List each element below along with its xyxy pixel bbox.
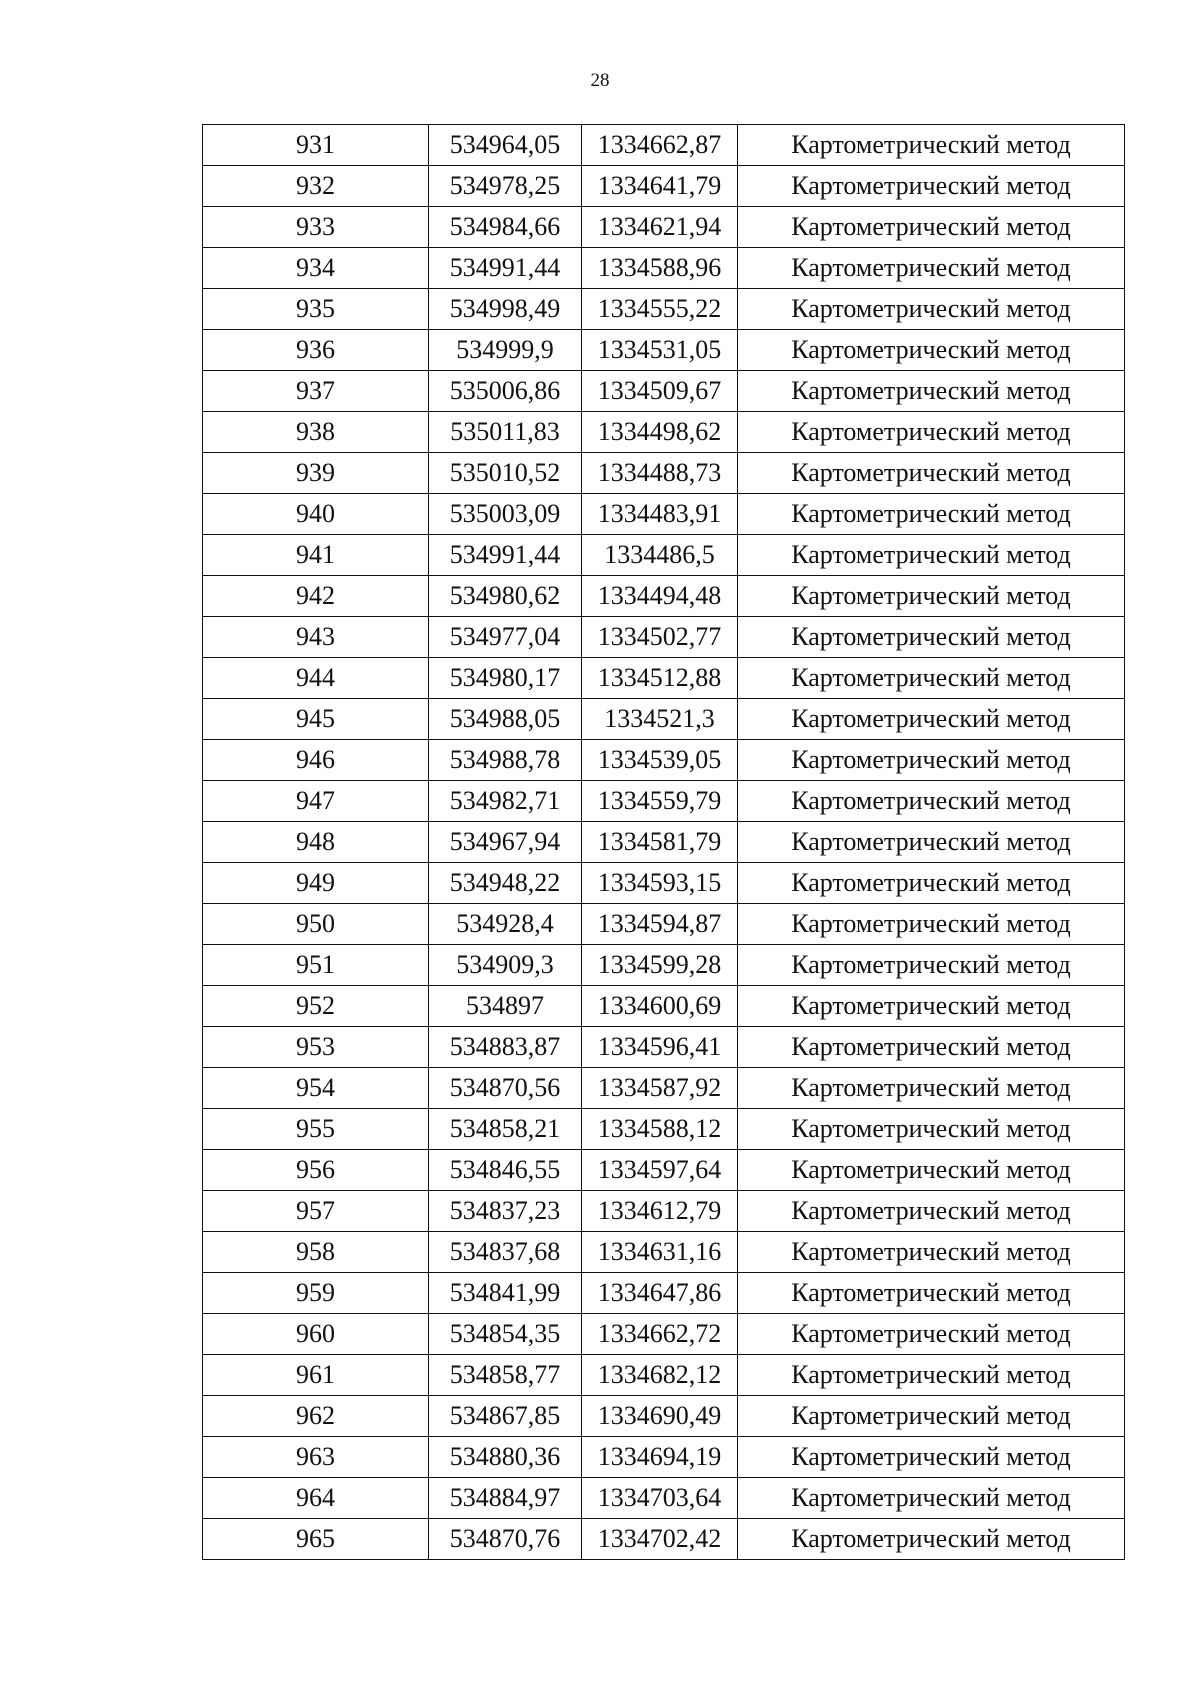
method-cell: Картометрический метод — [738, 781, 1125, 822]
table-row — [203, 986, 1125, 1027]
point-number-cell: 948 — [203, 822, 429, 863]
x-coordinate-cell: 534928,4 — [429, 904, 582, 945]
method-cell: Картометрический метод — [738, 1355, 1125, 1396]
table-row — [203, 289, 1125, 330]
table-row — [203, 453, 1125, 494]
y-coordinate-cell: 1334694,19 — [582, 1437, 738, 1478]
x-coordinate-cell: 534991,44 — [429, 535, 582, 576]
method-cell: Картометрический метод — [738, 740, 1125, 781]
coordinates-table — [202, 124, 1125, 1560]
x-coordinate-cell: 535011,83 — [429, 412, 582, 453]
x-coordinate-cell: 534854,35 — [429, 1314, 582, 1355]
x-coordinate-cell: 534841,99 — [429, 1273, 582, 1314]
x-coordinate-cell: 534980,17 — [429, 658, 582, 699]
method-cell: Картометрический метод — [738, 289, 1125, 330]
method-cell: Картометрический метод — [738, 535, 1125, 576]
method-cell: Картометрический метод — [738, 576, 1125, 617]
table-row — [203, 1150, 1125, 1191]
method-cell: Картометрический метод — [738, 1314, 1125, 1355]
x-coordinate-cell: 534883,87 — [429, 1027, 582, 1068]
table-row — [203, 1355, 1125, 1396]
x-coordinate-cell: 534837,68 — [429, 1232, 582, 1273]
page-number: 28 — [590, 70, 610, 91]
point-number-cell: 932 — [203, 166, 429, 207]
method-cell: Картометрический метод — [738, 494, 1125, 535]
y-coordinate-cell: 1334555,22 — [582, 289, 738, 330]
point-number-cell: 943 — [203, 617, 429, 658]
point-number-cell: 931 — [203, 125, 429, 166]
y-coordinate-cell: 1334587,92 — [582, 1068, 738, 1109]
method-cell: Картометрический метод — [738, 904, 1125, 945]
y-coordinate-cell: 1334488,73 — [582, 453, 738, 494]
y-coordinate-cell: 1334559,79 — [582, 781, 738, 822]
y-coordinate-cell: 1334690,49 — [582, 1396, 738, 1437]
x-coordinate-cell: 534858,77 — [429, 1355, 582, 1396]
x-coordinate-cell: 534967,94 — [429, 822, 582, 863]
point-number-cell: 938 — [203, 412, 429, 453]
point-number-cell: 953 — [203, 1027, 429, 1068]
table-row — [203, 658, 1125, 699]
table-row — [203, 1314, 1125, 1355]
y-coordinate-cell: 1334486,5 — [582, 535, 738, 576]
y-coordinate-cell: 1334703,64 — [582, 1478, 738, 1519]
method-cell: Картометрический метод — [738, 1273, 1125, 1314]
table-row — [203, 166, 1125, 207]
x-coordinate-cell: 534870,76 — [429, 1519, 582, 1560]
method-cell: Картометрический метод — [738, 1191, 1125, 1232]
x-coordinate-cell: 534982,71 — [429, 781, 582, 822]
point-number-cell: 949 — [203, 863, 429, 904]
point-number-cell: 941 — [203, 535, 429, 576]
y-coordinate-cell: 1334588,12 — [582, 1109, 738, 1150]
point-number-cell: 963 — [203, 1437, 429, 1478]
point-number-cell: 944 — [203, 658, 429, 699]
point-number-cell: 951 — [203, 945, 429, 986]
method-cell: Картометрический метод — [738, 863, 1125, 904]
y-coordinate-cell: 1334647,86 — [582, 1273, 738, 1314]
x-coordinate-cell: 535006,86 — [429, 371, 582, 412]
point-number-cell: 947 — [203, 781, 429, 822]
table-row — [203, 617, 1125, 658]
point-number-cell: 936 — [203, 330, 429, 371]
method-cell: Картометрический метод — [738, 1109, 1125, 1150]
x-coordinate-cell: 534988,05 — [429, 699, 582, 740]
y-coordinate-cell: 1334702,42 — [582, 1519, 738, 1560]
x-coordinate-cell: 534909,3 — [429, 945, 582, 986]
table-row — [203, 1273, 1125, 1314]
table-row — [203, 863, 1125, 904]
y-coordinate-cell: 1334662,72 — [582, 1314, 738, 1355]
y-coordinate-cell: 1334494,48 — [582, 576, 738, 617]
x-coordinate-cell: 534897 — [429, 986, 582, 1027]
y-coordinate-cell: 1334594,87 — [582, 904, 738, 945]
table-row — [203, 1068, 1125, 1109]
point-number-cell: 954 — [203, 1068, 429, 1109]
x-coordinate-cell: 534948,22 — [429, 863, 582, 904]
y-coordinate-cell: 1334597,64 — [582, 1150, 738, 1191]
y-coordinate-cell: 1334531,05 — [582, 330, 738, 371]
method-cell: Картометрический метод — [738, 371, 1125, 412]
method-cell: Картометрический метод — [738, 125, 1125, 166]
method-cell: Картометрический метод — [738, 412, 1125, 453]
x-coordinate-cell: 535003,09 — [429, 494, 582, 535]
y-coordinate-cell: 1334600,69 — [582, 986, 738, 1027]
table-row — [203, 248, 1125, 289]
y-coordinate-cell: 1334612,79 — [582, 1191, 738, 1232]
method-cell: Картометрический метод — [738, 699, 1125, 740]
point-number-cell: 955 — [203, 1109, 429, 1150]
method-cell: Картометрический метод — [738, 1232, 1125, 1273]
method-cell: Картометрический метод — [738, 1478, 1125, 1519]
method-cell: Картометрический метод — [738, 166, 1125, 207]
x-coordinate-cell: 534858,21 — [429, 1109, 582, 1150]
point-number-cell: 950 — [203, 904, 429, 945]
method-cell: Картометрический метод — [738, 1519, 1125, 1560]
y-coordinate-cell: 1334512,88 — [582, 658, 738, 699]
point-number-cell: 952 — [203, 986, 429, 1027]
x-coordinate-cell: 534978,25 — [429, 166, 582, 207]
method-cell: Картометрический метод — [738, 986, 1125, 1027]
point-number-cell: 961 — [203, 1355, 429, 1396]
point-number-cell: 957 — [203, 1191, 429, 1232]
table-row — [203, 1109, 1125, 1150]
table-row — [203, 1232, 1125, 1273]
y-coordinate-cell: 1334599,28 — [582, 945, 738, 986]
table-row — [203, 330, 1125, 371]
method-cell: Картометрический метод — [738, 617, 1125, 658]
point-number-cell: 962 — [203, 1396, 429, 1437]
point-number-cell: 945 — [203, 699, 429, 740]
point-number-cell: 965 — [203, 1519, 429, 1560]
y-coordinate-cell: 1334596,41 — [582, 1027, 738, 1068]
point-number-cell: 939 — [203, 453, 429, 494]
table-row — [203, 371, 1125, 412]
y-coordinate-cell: 1334502,77 — [582, 617, 738, 658]
y-coordinate-cell: 1334682,12 — [582, 1355, 738, 1396]
point-number-cell: 956 — [203, 1150, 429, 1191]
point-number-cell: 934 — [203, 248, 429, 289]
method-cell: Картометрический метод — [738, 1396, 1125, 1437]
y-coordinate-cell: 1334521,3 — [582, 699, 738, 740]
table-row — [203, 1191, 1125, 1232]
table-row — [203, 945, 1125, 986]
table-row — [203, 904, 1125, 945]
point-number-cell: 964 — [203, 1478, 429, 1519]
point-number-cell: 937 — [203, 371, 429, 412]
y-coordinate-cell: 1334509,67 — [582, 371, 738, 412]
point-number-cell: 933 — [203, 207, 429, 248]
x-coordinate-cell: 534988,78 — [429, 740, 582, 781]
point-number-cell: 942 — [203, 576, 429, 617]
x-coordinate-cell: 534991,44 — [429, 248, 582, 289]
table-row — [203, 125, 1125, 166]
point-number-cell: 946 — [203, 740, 429, 781]
y-coordinate-cell: 1334483,91 — [582, 494, 738, 535]
y-coordinate-cell: 1334631,16 — [582, 1232, 738, 1273]
y-coordinate-cell: 1334539,05 — [582, 740, 738, 781]
method-cell: Картометрический метод — [738, 330, 1125, 371]
x-coordinate-cell: 534846,55 — [429, 1150, 582, 1191]
method-cell: Картометрический метод — [738, 453, 1125, 494]
y-coordinate-cell: 1334662,87 — [582, 125, 738, 166]
method-cell: Картометрический метод — [738, 207, 1125, 248]
y-coordinate-cell: 1334621,94 — [582, 207, 738, 248]
y-coordinate-cell: 1334593,15 — [582, 863, 738, 904]
point-number-cell: 959 — [203, 1273, 429, 1314]
table-row — [203, 699, 1125, 740]
x-coordinate-cell: 534964,05 — [429, 125, 582, 166]
x-coordinate-cell: 534980,62 — [429, 576, 582, 617]
x-coordinate-cell: 534984,66 — [429, 207, 582, 248]
method-cell: Картометрический метод — [738, 1150, 1125, 1191]
x-coordinate-cell: 534977,04 — [429, 617, 582, 658]
table-row — [203, 1437, 1125, 1478]
coordinates-table-body — [203, 125, 1125, 1560]
table-row — [203, 1027, 1125, 1068]
method-cell: Картометрический метод — [738, 248, 1125, 289]
table-row — [203, 412, 1125, 453]
table-row — [203, 494, 1125, 535]
table-row — [203, 740, 1125, 781]
x-coordinate-cell: 534999,9 — [429, 330, 582, 371]
method-cell: Картометрический метод — [738, 1068, 1125, 1109]
method-cell: Картометрический метод — [738, 1437, 1125, 1478]
y-coordinate-cell: 1334588,96 — [582, 248, 738, 289]
x-coordinate-cell: 534998,49 — [429, 289, 582, 330]
table-row — [203, 781, 1125, 822]
point-number-cell: 958 — [203, 1232, 429, 1273]
table-row — [203, 1519, 1125, 1560]
y-coordinate-cell: 1334498,62 — [582, 412, 738, 453]
x-coordinate-cell: 534837,23 — [429, 1191, 582, 1232]
method-cell: Картометрический метод — [738, 1027, 1125, 1068]
point-number-cell: 935 — [203, 289, 429, 330]
y-coordinate-cell: 1334641,79 — [582, 166, 738, 207]
point-number-cell: 940 — [203, 494, 429, 535]
table-row — [203, 207, 1125, 248]
x-coordinate-cell: 534870,56 — [429, 1068, 582, 1109]
x-coordinate-cell: 534880,36 — [429, 1437, 582, 1478]
x-coordinate-cell: 535010,52 — [429, 453, 582, 494]
table-row — [203, 1396, 1125, 1437]
x-coordinate-cell: 534884,97 — [429, 1478, 582, 1519]
method-cell: Картометрический метод — [738, 945, 1125, 986]
x-coordinate-cell: 534867,85 — [429, 1396, 582, 1437]
table-row — [203, 535, 1125, 576]
table-row — [203, 1478, 1125, 1519]
method-cell: Картометрический метод — [738, 822, 1125, 863]
method-cell: Картометрический метод — [738, 658, 1125, 699]
y-coordinate-cell: 1334581,79 — [582, 822, 738, 863]
table-row — [203, 822, 1125, 863]
table-row — [203, 576, 1125, 617]
point-number-cell: 960 — [203, 1314, 429, 1355]
